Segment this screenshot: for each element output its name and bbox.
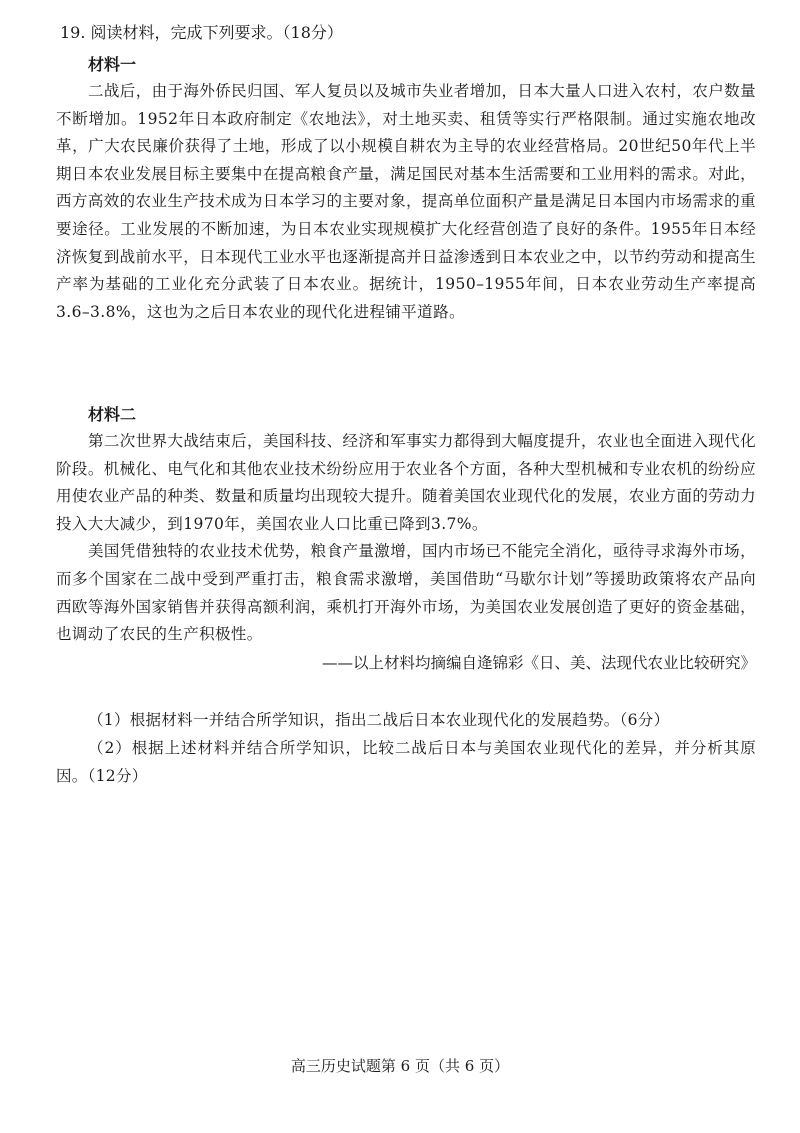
material-one-section <box>56 52 756 326</box>
question-title: 19. 阅读材料，完成下列要求。（18分） <box>60 23 343 42</box>
question-1: （1）根据材料一并结合所学知识，指出二战后日本农业现代化的发展趋势。（6分） <box>88 711 670 729</box>
material-source: ——以上材料均摘编自逄锦彩《日、美、法现代农业比较研究》 <box>321 653 756 672</box>
question-2: （2）根据上述材料并结合所学知识，比较二战后日本与美国农业现代化的差异，并分析其原因。（12分） <box>56 739 756 785</box>
questions-section <box>56 706 756 790</box>
material-two-paragraph-1: 第二次世界大战结束后，美国科技、经济和军事实力都得到大幅度提升，农业也全面进入现代化阶段。机械化、电气化和其他农业技术纷纷应用于农业各个方面，各种大型机械和专业农机的纷纷应用使农业产品的种类、数量和质量均出现较大提升。随着美国农业现代化的发展，农业方面的劳动力投入大大减少，到1970年，美国农业人口比重已降到3.7%。 <box>56 432 756 533</box>
material-one-heading: 材料一 <box>88 55 137 74</box>
page-footer: 高三历史试题第 6 页（共 6 页） <box>290 1057 510 1075</box>
material-two-paragraph-2: 美国凭借独特的农业技术优势，粮食产量激增，国内市场已不能完全消化，亟待寻求海外市场，而多个国家在二战中受到严重打击，粮食需求激增，美国借助“马歇尔计划”等援助政策将农产品向西欧等海外国家销售并获得高额利润，乘机打开海外市场，为美国农业发展创造了更好的资金基础，也调动了农民的生产积极性。 <box>56 542 756 644</box>
material-two-section <box>56 402 756 677</box>
material-one-paragraph: 二战后，由于海外侨民归国、军人复员以及城市失业者增加，日本大量人口进入农村，农户数量不断增加。1952年日本政府制定《农地法》，对土地买卖、租赁等实行严格限制。通过实施农地改革，广大农民廉价获得了土地，形成了以小规模自耕农为主导的农业经营格局。20世纪50年代上半期日本农业发展目标主要集中在提高粮食产量，满足国民对基本生活需要和工业用料的需求。对此，西方高效的农业生产技术成为日本学习的主要对象，提高单位面积产量是满足日本国内市场需求的重要途径。工业发展的不断加速，为日本农业实现规模扩大化经营创造了良好的条件。1955年日本经济恢复到战前水平，日本现代工业水平也逐渐提高并日益渗透到日本农业之中，以节约劳动和提高生产率为基础的工业化充分武装了日本农业。据统计，1950–1955年间，日本农业劳动生产率提高3.6–3.8%，这也为之后日本农业的现代化进程铺平道路。 <box>56 82 756 321</box>
material-two-heading: 材料二 <box>88 405 137 424</box>
